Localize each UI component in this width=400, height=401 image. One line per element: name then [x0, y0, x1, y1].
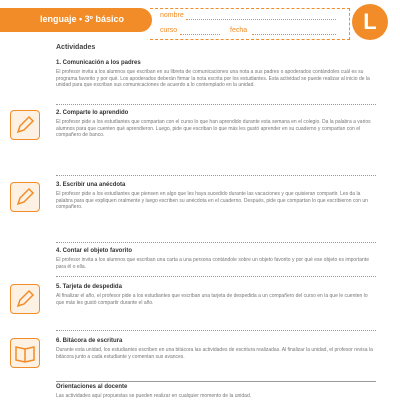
pencil-icon: [10, 182, 40, 212]
notes-text: Las actividades aquí propuestas se pueden realizar en cualquier momento de la unidad.: [56, 393, 252, 399]
section-heading: 2. Comparte lo aprendido: [56, 110, 129, 116]
notes-heading: Orientaciones al docente: [56, 384, 128, 390]
student-info-box: [150, 8, 350, 40]
divider: [56, 242, 376, 243]
section-heading: 3. Escribir una anécdota: [56, 182, 126, 188]
name-field[interactable]: [186, 19, 336, 20]
section-share: [56, 110, 376, 139]
section-communication: [56, 60, 376, 89]
divider: [56, 330, 376, 331]
page-title: Actividades: [56, 44, 96, 51]
section-farewell-card: [56, 284, 376, 306]
divider: [56, 104, 376, 105]
divider: [56, 276, 376, 277]
section-text: El profesor invita a los alumnos que escriban en su libreta de comunicaciones una nota a sus padres o apoderados contándoles cuál es su programa favorito y por qué. Los apoderados deberán firmar la nota escrita por los estudiantes. Esta actividad se puede realizar al inicio de la unidad para que escriban sus comunicaciones de acuerdo a lo contemplado en la unidad.: [56, 69, 370, 88]
section-text: Al finalizar el año, el profesor pide a los estudiantes que escriban una tarjeta de despedida a un compañero del curso en la que le cuenten lo que más les gustó compartir durante el año.: [56, 293, 368, 306]
worksheet-header: [0, 0, 400, 40]
section-anecdote: [56, 182, 376, 211]
date-label: fecha: [230, 27, 248, 34]
section-text: El profesor pide a los estudiantes que compartan con el curso lo que han aprendido durante esta semana en el colegio. Da la palabra a varios alumnos para que cuenten qué aprendieron. Luego, pide que escriban lo que más les gustó aprender en su cuaderno y compartan con el compañero de banco.: [56, 119, 371, 138]
name-label: nombre: [160, 12, 184, 19]
section-heading: 4. Contar el objeto favorito: [56, 248, 133, 254]
subject-label: lenguaje • 3º básico: [40, 14, 124, 24]
subject-badge: L: [352, 4, 388, 40]
section-writing-log: [56, 338, 376, 360]
section-heading: 5. Tarjeta de despedida: [56, 284, 122, 290]
book-icon: [10, 338, 40, 368]
section-text: El profesor pide a los estudiantes que piensen en algo que les haya sucedido durante las vacaciones y que quisieran compartir. Les da la palabra para que expliquen oralmente y luego escriben su anécdota en el cuaderno. Después, pide que compartan lo que escribieron con un compañero.: [56, 191, 368, 210]
course-field[interactable]: [180, 34, 220, 35]
section-text: El profesor invita a los alumnos que escriban una carta a una persona contándole sobre un objeto favorito y por qué ese objeto es importante para él o ella.: [56, 257, 369, 270]
course-label: curso: [160, 27, 178, 34]
section-favorite-object: [56, 248, 376, 270]
pencil-icon: [10, 110, 40, 140]
date-field[interactable]: [252, 34, 336, 35]
divider: [56, 175, 376, 176]
section-heading: 1. Comunicación a los padres: [56, 60, 141, 66]
teacher-notes: [56, 381, 376, 401]
pencil-icon: [10, 284, 40, 314]
section-heading: 6. Bitácora de escritura: [56, 338, 123, 344]
section-text: Durante esta unidad, los estudiantes escriben en una bitácora las actividades de escritura realizadas. Al finalizar la unidad, el profesor revisa la bitácora junto a cada estudiante y comentan sus avances.: [56, 347, 373, 360]
